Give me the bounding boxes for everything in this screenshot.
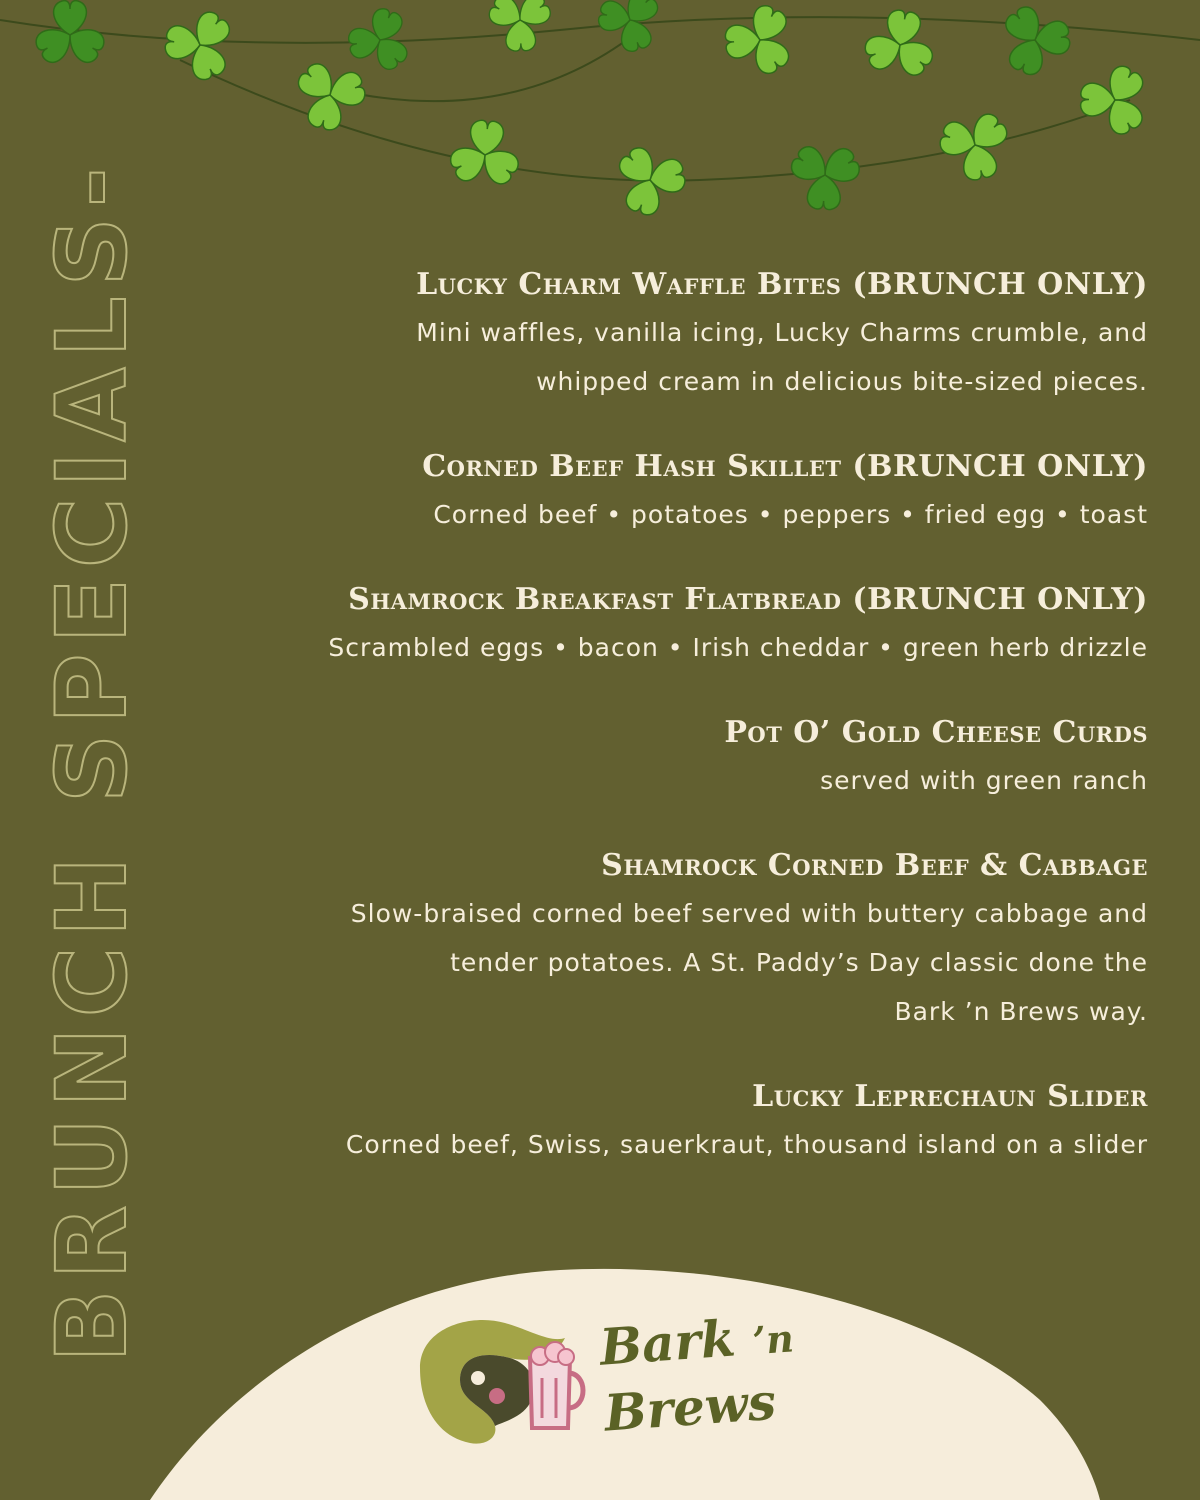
menu-item-title: Pot O’ Gold Cheese Curds: [724, 715, 1148, 750]
bark-n-brews-logo: [400, 1308, 800, 1458]
yin-yang-dog-beer-mug-icon: [400, 1308, 600, 1448]
menu-item: [248, 710, 1148, 805]
shamrock-icon: [444, 118, 525, 190]
menu-item-description: Corned beef • potatoes • peppers • fried egg • toast: [433, 500, 1148, 529]
logo-wordmark: [598, 1303, 800, 1444]
menu-item-description: whipped cream in delicious bite-sized pieces.: [536, 367, 1148, 396]
shamrock-icon: [151, 0, 251, 93]
menu-item-title: Shamrock Corned Beef & Cabbage: [601, 848, 1148, 883]
shamrock-icon: [1066, 51, 1165, 146]
shamrock-icon: [857, 5, 943, 83]
shamrock-icon: [338, 0, 423, 79]
menu-item-description: Scrambled eggs • bacon • Irish cheddar • green herb drizzle: [328, 633, 1148, 662]
vertical-heading: BRUNCH SPECIALS-: [36, 157, 148, 1363]
menu-item-description: Mini waffles, vanilla icing, Lucky Charms crumble, and: [416, 318, 1148, 347]
shamrock-icon: [712, 0, 809, 85]
menu-item-description: Corned beef, Swiss, sauerkraut, thousand island on a slider: [345, 1130, 1148, 1159]
shamrock-icon: [1000, 0, 1073, 81]
menu-item-title: Shamrock Breakfast Flatbread (BRUNCH ONLY): [348, 582, 1148, 617]
menu-item-title: Lucky Leprechaun Slider: [752, 1079, 1148, 1114]
shamrock-icon: [289, 49, 373, 140]
menu-item-description: served with green ranch: [820, 766, 1148, 795]
menu-item: [248, 843, 1148, 1036]
menu-item-title: Lucky Charm Waffle Bites (BRUNCH ONLY): [416, 267, 1148, 302]
shamrock-icon: [478, 0, 564, 64]
menu-item-description: tender potatoes. A St. Paddy’s Day classic done the: [450, 948, 1148, 977]
menu-item-title: Corned Beef Hash Skillet (BRUNCH ONLY): [422, 449, 1148, 484]
shamrock-icon: [586, 0, 676, 64]
shamrock-icon: [926, 94, 1026, 194]
shamrock-garland-decoration: [0, 0, 1200, 230]
menu-item-description: Bark ’n Brews way.: [894, 997, 1148, 1026]
menu-list: [248, 262, 1148, 1207]
menu-item-description: Slow-braised corned beef served with buttery cabbage and: [350, 899, 1148, 928]
shamrock-icon: [32, 1, 108, 67]
logo-line1: Bark: [597, 1308, 738, 1377]
menu-item: [248, 577, 1148, 672]
logo-line2: Brews: [602, 1371, 778, 1443]
menu-item: [248, 262, 1148, 406]
menu-item: [248, 444, 1148, 539]
menu-item: [248, 1074, 1148, 1169]
shamrock-icon: [780, 126, 873, 223]
logo-line1-suffix: ’n: [751, 1315, 796, 1364]
